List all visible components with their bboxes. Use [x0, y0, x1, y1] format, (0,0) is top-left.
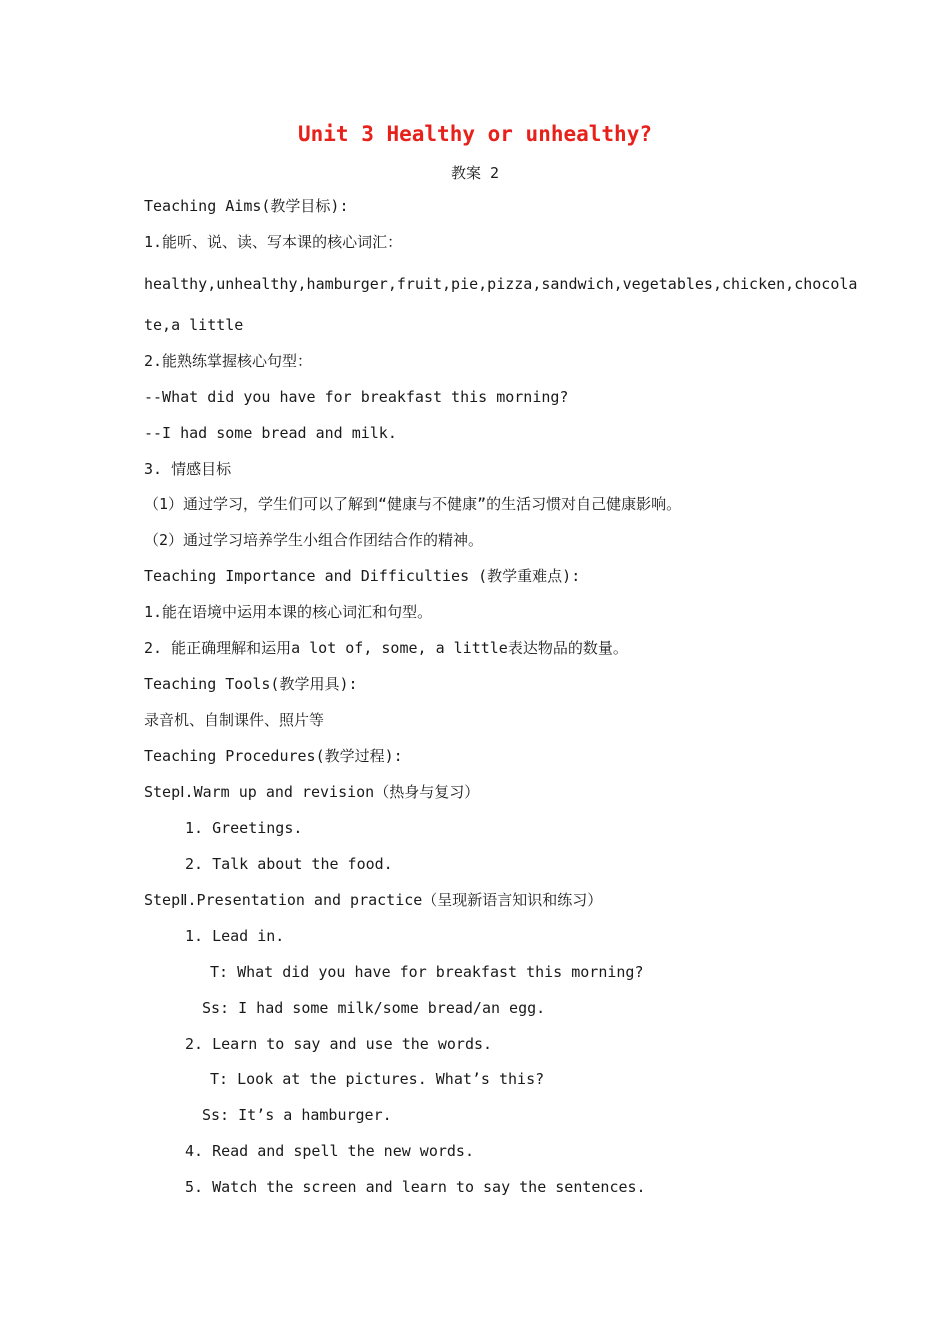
section-heading-aims: Teaching Aims(教学目标): [144, 197, 349, 215]
aim-item: 2.能熟练掌握核心句型： [144, 352, 313, 370]
dialogue-line: T: Look at the pictures. What’s this? [210, 1070, 545, 1088]
section-heading-procedures: Teaching Procedures(教学过程): [144, 747, 403, 765]
sentence-pattern: --What did you have for breakfast this morning? [144, 388, 569, 406]
aim-item: 3. 情感目标 [144, 460, 232, 478]
tools-list: 录音机、自制课件、照片等 [144, 711, 325, 729]
importance-item: 2. 能正确理解和运用a lot of, some, a little表达物品的数量。 [144, 639, 628, 657]
emotional-aim: （1）通过学习，学生们可以了解到“健康与不健康”的生活习惯对自己健康影响。 [144, 495, 682, 513]
vocabulary-list: healthy,unhealthy,hamburger,fruit,pie,pizza,sandwich,vegetables,chicken,chocola [144, 275, 858, 293]
document-title: Unit 3 Healthy or unhealthy? [297, 122, 652, 146]
vocabulary-list-cont: te,a little [144, 316, 244, 334]
dialogue-line: Ss: It’s a hamburger. [202, 1106, 392, 1124]
step-item: 5. Watch the screen and learn to say the sentences. [185, 1178, 646, 1196]
step-item: 1. Lead in. [185, 927, 285, 945]
step-item: 4. Read and spell the new words. [185, 1142, 474, 1160]
step-item: 1. Greetings. [185, 819, 303, 837]
step-item: 2. Talk about the food. [185, 855, 393, 873]
step-item: 2. Learn to say and use the words. [185, 1035, 493, 1053]
document-subtitle: 教案 2 [450, 164, 500, 182]
importance-item: 1.能在语境中运用本课的核心词汇和句型。 [144, 603, 433, 621]
step-heading: StepⅠ.Warm up and revision（热身与复习） [144, 783, 480, 801]
section-heading-tools: Teaching Tools(教学用具): [144, 675, 358, 693]
dialogue-line: Ss: I had some milk/some bread/an egg. [202, 999, 546, 1017]
dialogue-line: T: What did you have for breakfast this morning? [210, 963, 644, 981]
emotional-aim: （2）通过学习培养学生小组合作团结合作的精神。 [144, 531, 484, 549]
section-heading-importance: Teaching Importance and Difficulties (教学重难点): [144, 567, 581, 585]
step-heading: StepⅡ.Presentation and practice（呈现新语言知识和练习） [144, 891, 603, 909]
aim-item: 1.能听、说、读、写本课的核心词汇： [144, 233, 403, 251]
sentence-pattern: --I had some bread and milk. [144, 424, 397, 442]
